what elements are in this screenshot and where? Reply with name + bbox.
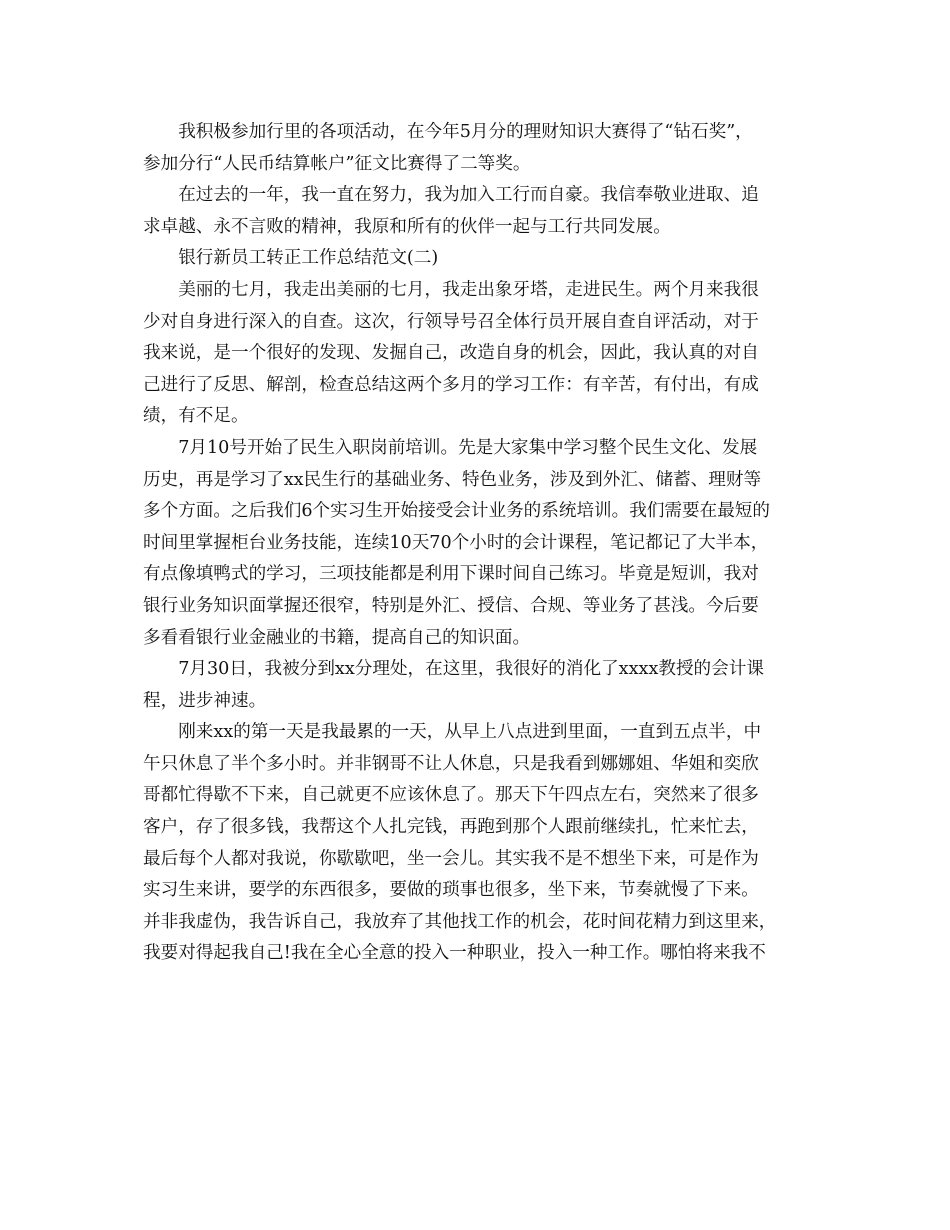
heading-line: 银行新员工转正工作总结范文(二) xyxy=(178,248,439,269)
text-line: 7月10号开始了民生入职岗前培训。先是大家集中学习整个民生文化、发展 xyxy=(178,437,758,458)
text-line: 美丽的七月，我走出美丽的七月，我走出象牙塔，走进民生。两个月来我很 xyxy=(178,279,759,300)
text-line: 并非我虚伪，我告诉自己，我放弃了其他找工作的机会，花时间花精力到这里来， xyxy=(143,911,777,932)
text-line: 刚来xx的第一天是我最累的一天，从早上八点进到里面，一直到五点半，中 xyxy=(178,722,762,743)
text-line: 我积极参加行里的各项活动，在今年5月分的理财知识大赛得了“钻石奖”， xyxy=(178,122,753,142)
text-line: 在过去的一年，我一直在努力，我为加入工行而自豪。我信奉敬业进取、追 xyxy=(178,185,759,206)
text-line: 参加分行“人民币结算帐户”征文比赛得了二等奖。 xyxy=(143,153,531,174)
text-line: 少对自身进行深入的自查。这次，行领导号召全体行员开展自查自评活动，对于 xyxy=(143,311,759,332)
text-line: 7月30日，我被分到xx分理处，在这里，我很好的消化了xxxx教授的会计课 xyxy=(178,659,764,680)
paragraph-july-intro xyxy=(143,275,803,433)
text-line: 历史，再是学习了xx民生行的基础业务、特色业务，涉及到外汇、储蓄、理财等 xyxy=(143,469,762,490)
text-line: 我要对得起我自己!我在全心全意的投入一种职业，投入一种工作。哪怕将来我不 xyxy=(143,943,766,964)
paragraph-past-year xyxy=(143,180,803,243)
text-line: 有点像填鸭式的学习，三项技能都是利用下课时间自己练习。毕竟是短训，我对 xyxy=(143,564,759,585)
paragraph-training xyxy=(143,433,803,654)
text-line: 己进行了反思、解剖，检查总结这两个多月的学习工作：有辛苦，有付出，有成 xyxy=(143,374,759,395)
text-line: 实习生来讲，要学的东西很多，要做的琐事也很多，坐下来，节奏就慢了下来。 xyxy=(143,880,759,901)
text-line: 绩，有不足。 xyxy=(143,406,249,427)
paragraph-july-30 xyxy=(143,654,803,717)
text-line: 最后每个人都对我说，你歇歇吧，坐一会儿。其实我不是不想坐下来，可是作为 xyxy=(143,848,759,869)
text-line: 哥都忙得歇不下来，自己就更不应该休息了。那天下午四点左右，突然来了很多 xyxy=(143,785,759,806)
text-line: 多看看银行业金融业的书籍，提高自己的知识面。 xyxy=(143,627,531,648)
paragraph-first-day xyxy=(143,717,803,970)
text-line: 午只休息了半个多小时。并非钢哥不让人休息，只是我看到娜娜姐、华姐和奕欣 xyxy=(143,753,759,774)
text-line: 我来说，是一个很好的发现、发掘自己，改造自身的机会，因此，我认真的对自 xyxy=(143,343,759,364)
text-line: 时间里掌握柜台业务技能，连续10天70个小时的会计课程，笔记都记了大半本， xyxy=(143,532,769,553)
paragraph-activities xyxy=(143,117,803,180)
text-line: 银行业务知识面掌握还很窄，特别是外汇、授信、合规、等业务了甚浅。今后要 xyxy=(143,595,759,616)
text-line: 求卓越、永不言败的精神，我原和所有的伙伴一起与工行共同发展。 xyxy=(143,216,671,237)
section-heading xyxy=(143,243,803,275)
text-line: 多个方面。之后我们6个实习生开始接受会计业务的系统培训。我们需要在最短的 xyxy=(143,501,770,522)
text-line: 程，进步神速。 xyxy=(143,690,267,711)
document-body xyxy=(143,117,803,970)
text-line: 客户，存了很多钱，我帮这个人扎完钱，再跑到那个人跟前继续扎，忙来忙去， xyxy=(143,817,759,838)
